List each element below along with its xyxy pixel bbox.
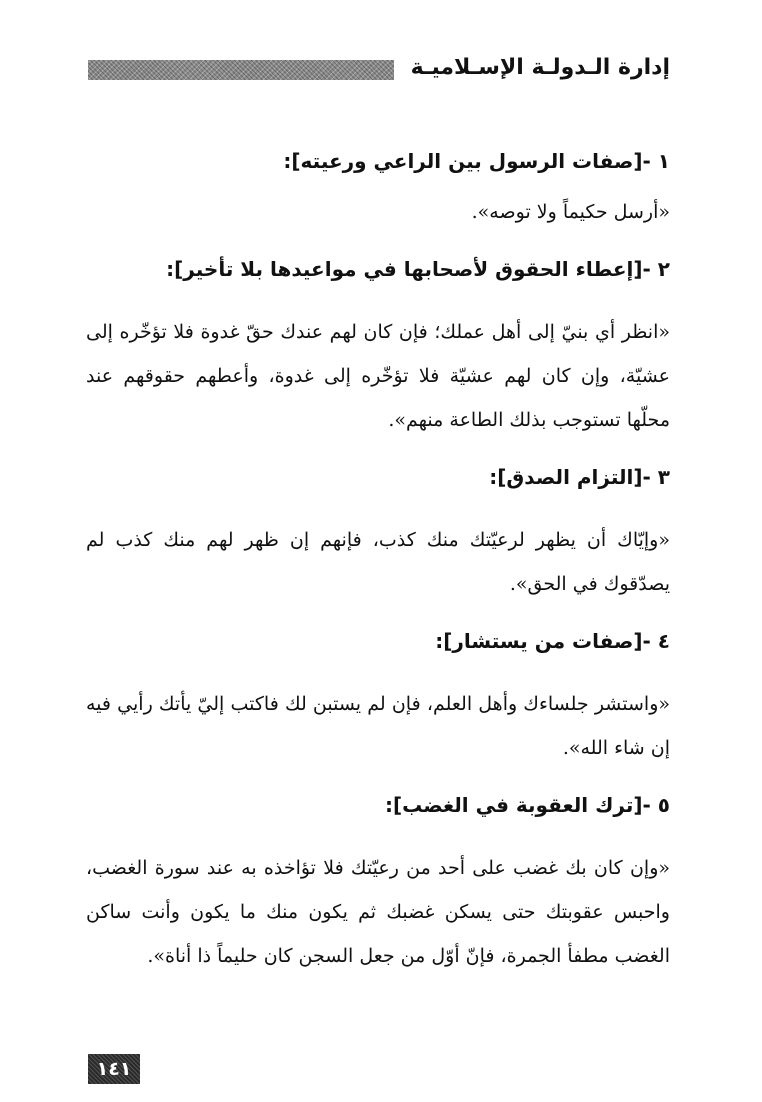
section-5 bbox=[86, 790, 670, 978]
section-quote: «واستشر جلساءك وأهل العلم، فإن لم يستبن لك فاكتب إليّ يأتك رأيي فيه إن شاء الله». bbox=[86, 693, 670, 759]
section-title: ٤ -[صفات من يستشار]: bbox=[435, 629, 670, 653]
page-number: ١٤١ bbox=[88, 1054, 140, 1084]
section-quote: «وإن كان بك غضب على أحد من رعيّتك فلا تؤاخذه به عند سورة الغضب، واحبس عقوبتك حتى يسكن غضبك ثم يكون منك ما يكون وأنت ساكن الغضب مطفأ الجمرة، فإنّ أوّل من جعل السجن كان حليماً ذا أناة». bbox=[86, 857, 670, 967]
section-2 bbox=[86, 254, 670, 442]
page-body bbox=[86, 146, 670, 978]
running-header bbox=[88, 52, 670, 84]
section-title: ٣ -[التزام الصدق]: bbox=[489, 465, 670, 489]
section-title: ١ -[صفات الرسول بين الراعي ورعيته]: bbox=[283, 149, 670, 173]
section-4 bbox=[86, 626, 670, 770]
header-decorative-bar bbox=[88, 60, 394, 80]
book-title: إدارة الـدولـة الإسـلاميـة bbox=[410, 55, 670, 80]
section-quote: «انظر أي بنيّ إلى أهل عملك؛ فإن كان لهم عندك حقّ غدوة فلا تؤخّره إلى عشيّة، وإن كان لهم عشيّة فلا تؤخّره إلى غدوة، وأعطهم حقوقهم عند محلّها تستوجب بذلك الطاعة منهم». bbox=[86, 321, 670, 431]
section-quote: «وإيّاك أن يظهر لرعيّتك منك كذب، فإنهم إن ظهر لهم منك كذب لم يصدّقوك في الحق». bbox=[86, 529, 670, 595]
section-title: ٥ -[ترك العقوبة في الغضب]: bbox=[384, 793, 670, 817]
section-1 bbox=[86, 146, 670, 234]
section-3 bbox=[86, 462, 670, 606]
section-quote: «أرسل حكيماً ولا توصه». bbox=[471, 201, 670, 223]
section-title: ٢ -[إعطاء الحقوق لأصحابها في مواعيدها بلا تأخير]: bbox=[166, 257, 670, 281]
